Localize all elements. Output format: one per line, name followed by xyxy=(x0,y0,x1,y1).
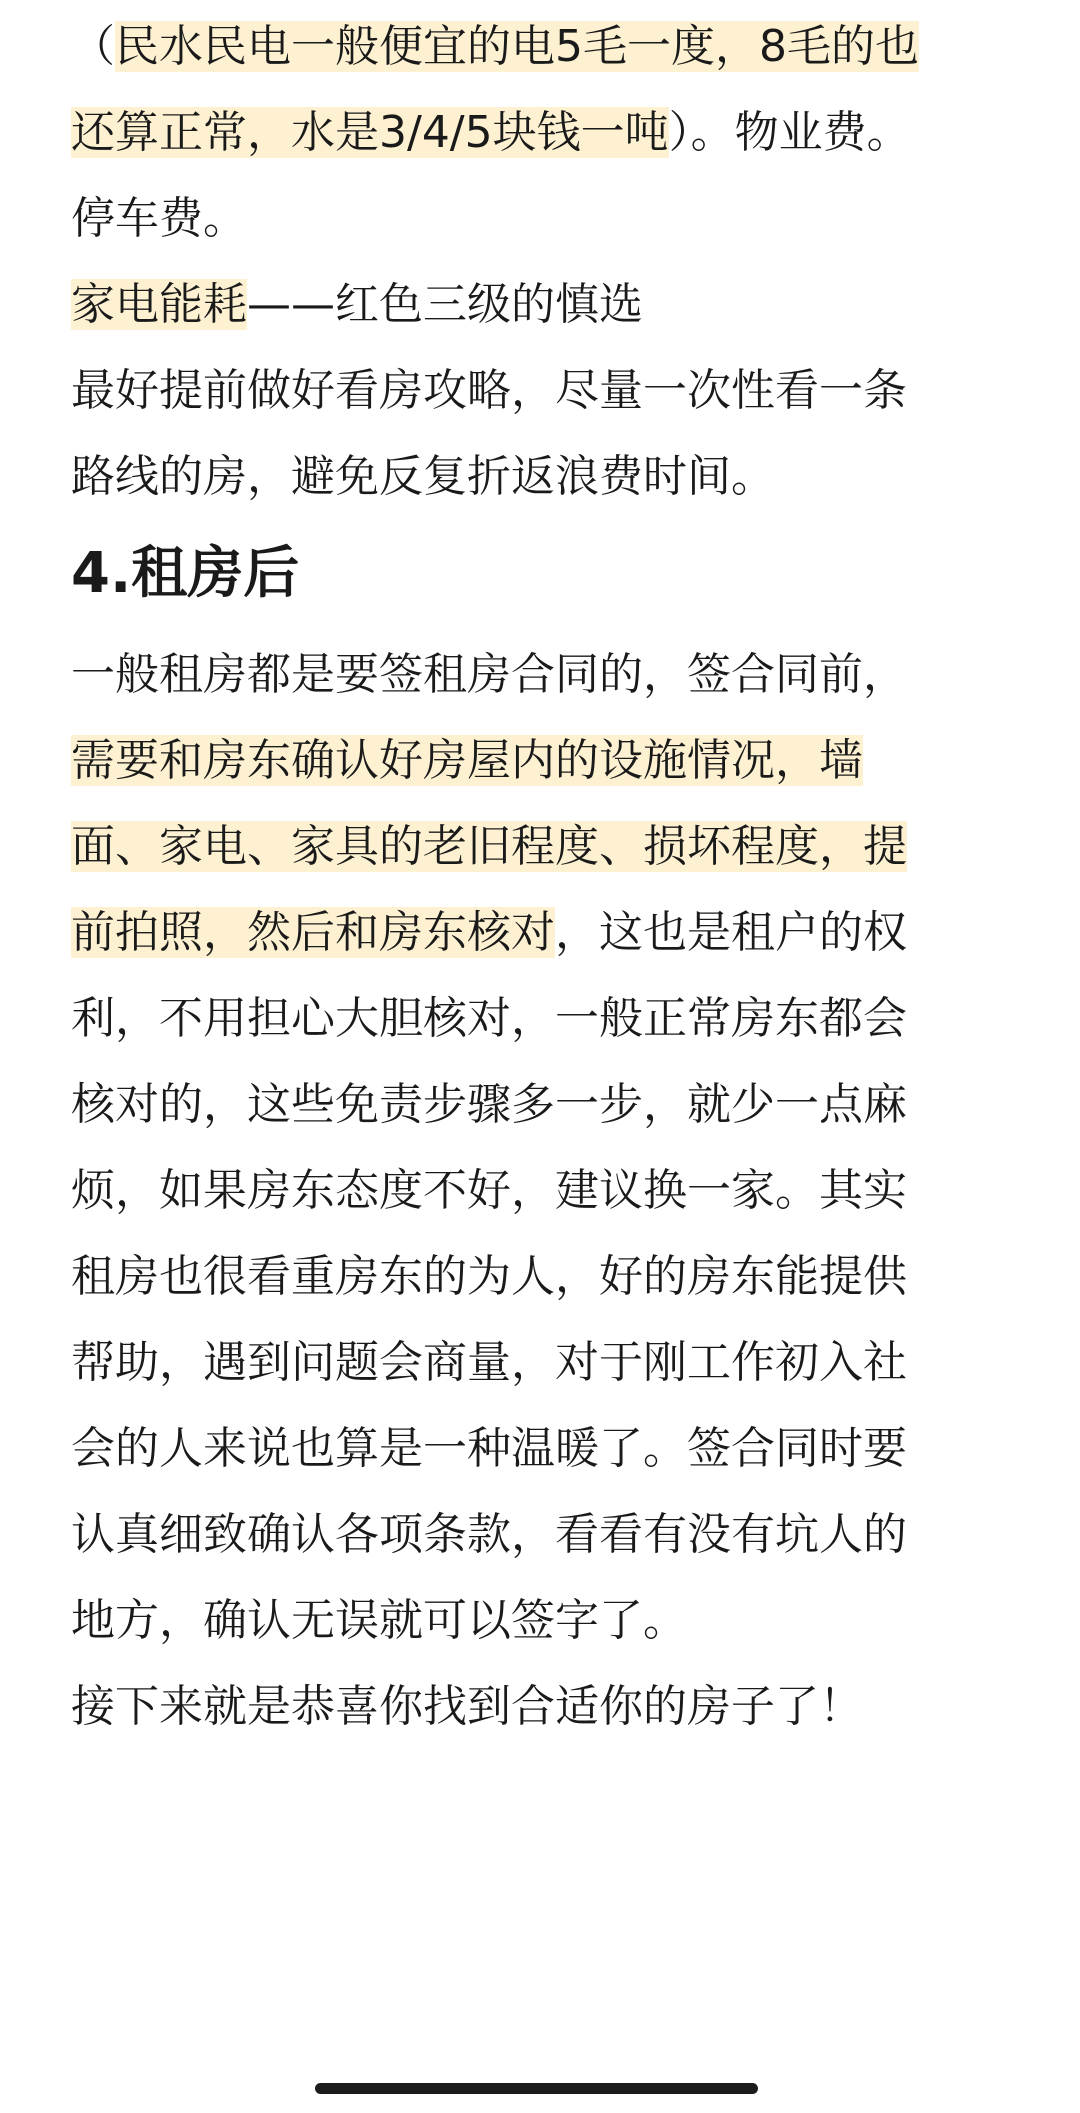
paragraph-viewing-line-1 xyxy=(71,361,907,421)
paragraph-appliance-energy xyxy=(71,275,643,335)
plain-text: 地方，确认无误就可以签字了。 xyxy=(71,1595,687,1646)
highlighted-text: 面、家电、家具的老旧程度、损坏程度，提 xyxy=(71,821,907,872)
paragraph-after-renting-line-4 xyxy=(71,903,907,963)
plain-text: ，这也是租户的权 xyxy=(555,907,907,958)
plain-text: 帮助，遇到问题会商量，对于刚工作初入社 xyxy=(71,1337,907,1388)
plain-text: 停车费。 xyxy=(71,193,247,244)
paragraph-after-renting-line-12 xyxy=(71,1591,687,1651)
paragraph-utilities-line-1 xyxy=(71,17,919,77)
paragraph-after-renting-line-5 xyxy=(71,989,907,1049)
plain-text: 路线的房，避免反复折返浪费时间。 xyxy=(71,451,775,502)
plain-text: 租房也很看重房东的为人，好的房东能提供 xyxy=(71,1251,907,1302)
paragraph-after-renting-line-7 xyxy=(71,1161,907,1221)
plain-text: 认真细致确认各项条款，看看有没有坑人的 xyxy=(71,1509,907,1560)
plain-text: ）。物业费。 xyxy=(668,107,911,158)
highlighted-text: 前拍照，然后和房东核对 xyxy=(71,907,555,958)
open-paren: （ xyxy=(71,21,115,72)
paragraph-after-renting-line-2 xyxy=(71,731,863,791)
paragraph-after-renting-line-8 xyxy=(71,1247,907,1307)
plain-text: 核对的，这些免责步骤多一步，就少一点麻 xyxy=(71,1079,907,1130)
paragraph-viewing-line-2 xyxy=(71,447,775,507)
section-heading: 4.租房后 xyxy=(71,541,300,606)
paragraph-after-renting-line-11 xyxy=(71,1505,907,1565)
plain-text: 会的人来说也算是一种温暖了。签合同时要 xyxy=(71,1423,907,1474)
plain-text: 烦，如果房东态度不好，建议换一家。其实 xyxy=(71,1165,907,1216)
paragraph-utilities-line-3 xyxy=(71,189,247,249)
paragraph-after-renting-line-9 xyxy=(71,1333,907,1393)
highlighted-text: 民水民电一般便宜的电5毛一度，8毛的也 xyxy=(115,21,919,72)
paragraph-after-renting-line-10 xyxy=(71,1419,907,1479)
plain-text: 接下来就是恭喜你找到合适你的房子了！ xyxy=(71,1681,863,1732)
highlighted-text: 家电能耗 xyxy=(71,279,247,330)
paragraph-after-renting-line-1 xyxy=(71,645,907,705)
plain-text: 最好提前做好看房攻略，尽量一次性看一条 xyxy=(71,365,907,416)
paragraph-after-renting-line-3 xyxy=(71,817,907,877)
plain-text: ——红色三级的慎选 xyxy=(247,279,643,330)
closing-paragraph xyxy=(71,1677,863,1737)
paragraph-utilities-line-2 xyxy=(71,103,911,163)
plain-text: 一般租房都是要签租房合同的，签合同前， xyxy=(71,649,907,700)
home-indicator-bar[interactable] xyxy=(315,2083,758,2094)
highlighted-text: 还算正常，水是3/4/5块钱一吨 xyxy=(71,107,669,158)
plain-text: 利，不用担心大胆核对，一般正常房东都会 xyxy=(71,993,907,1044)
paragraph-after-renting-line-6 xyxy=(71,1075,907,1135)
highlighted-text: 需要和房东确认好房屋内的设施情况，墙 xyxy=(71,735,863,786)
